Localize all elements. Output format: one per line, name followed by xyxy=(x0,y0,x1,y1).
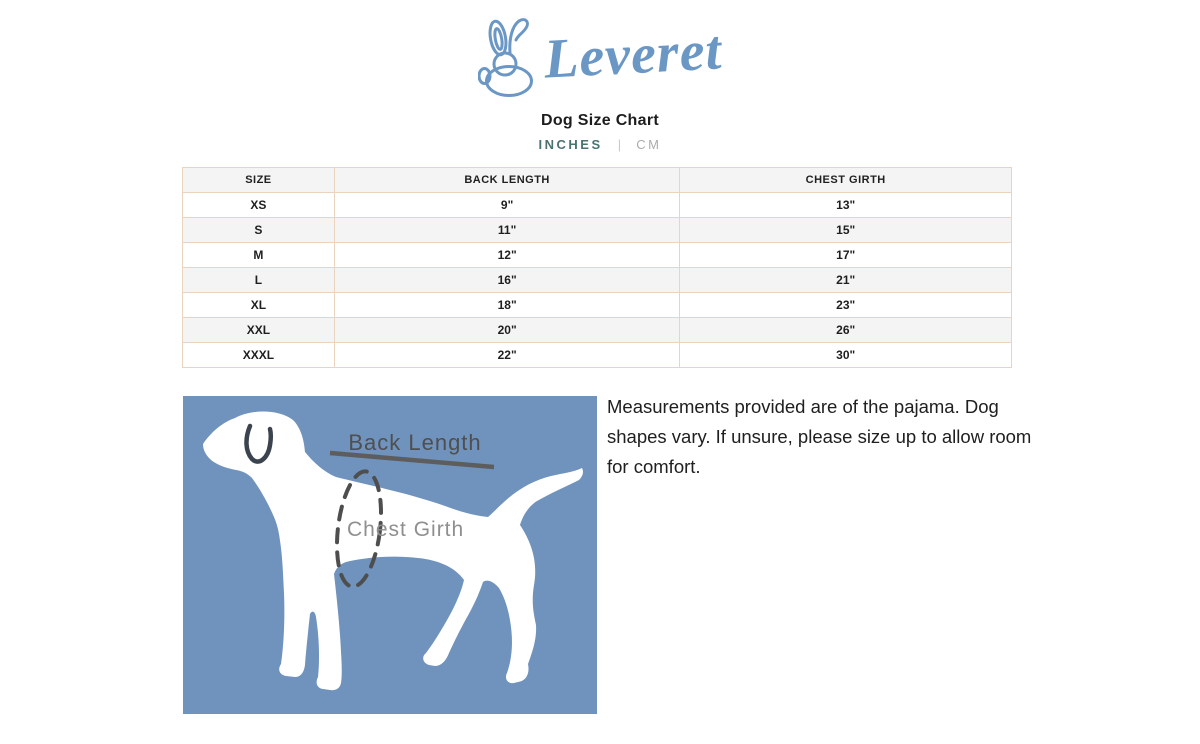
value-cell: 9" xyxy=(334,193,680,218)
value-cell: 26" xyxy=(680,318,1012,343)
value-cell: 21" xyxy=(680,268,1012,293)
dog-measurement-diagram xyxy=(183,396,597,714)
table-row xyxy=(183,268,1012,293)
value-cell: 17" xyxy=(680,243,1012,268)
brand-name: Leveret xyxy=(542,19,724,91)
size-cell: S xyxy=(183,218,335,243)
value-cell: 18" xyxy=(334,293,680,318)
header-chest-girth: CHEST GIRTH xyxy=(680,168,1012,193)
chest-girth-label: Chest Girth xyxy=(347,518,465,541)
page-title: Dog Size Chart xyxy=(541,112,659,129)
header-size: SIZE xyxy=(183,168,335,193)
value-cell: 15" xyxy=(680,218,1012,243)
bunny-icon xyxy=(478,13,536,97)
back-length-line xyxy=(330,453,494,467)
value-cell: 30" xyxy=(680,343,1012,368)
table-row xyxy=(183,293,1012,318)
table-header-row xyxy=(183,168,1012,193)
table-row xyxy=(183,318,1012,343)
value-cell: 13" xyxy=(680,193,1012,218)
brand-logo xyxy=(0,8,1200,102)
size-cell: M xyxy=(183,243,335,268)
size-cell: XXXL xyxy=(183,343,335,368)
size-cell: XS xyxy=(183,193,335,218)
unit-divider: | xyxy=(617,137,622,152)
note-line: Measurements provided are of the pajama. Dog xyxy=(607,396,999,417)
table-row xyxy=(183,243,1012,268)
measurement-note xyxy=(607,392,1047,482)
size-table-body xyxy=(183,193,1012,368)
unit-toggle xyxy=(0,137,1200,152)
value-cell: 20" xyxy=(334,318,680,343)
unit-option-cm[interactable]: CM xyxy=(636,137,662,152)
table-row xyxy=(183,218,1012,243)
value-cell: 22" xyxy=(334,343,680,368)
unit-option-inches[interactable]: INCHES xyxy=(538,137,603,152)
table-row xyxy=(183,193,1012,218)
size-cell: XL xyxy=(183,293,335,318)
note-line: shapes vary. If unsure, please size up to allow room xyxy=(607,426,1032,447)
value-cell: 23" xyxy=(680,293,1012,318)
value-cell: 16" xyxy=(334,268,680,293)
size-cell: XXL xyxy=(183,318,335,343)
size-cell: L xyxy=(183,268,335,293)
size-table xyxy=(182,167,1012,368)
table-row xyxy=(183,343,1012,368)
value-cell: 11" xyxy=(334,218,680,243)
note-line: for comfort. xyxy=(607,456,701,477)
header-back-length: BACK LENGTH xyxy=(334,168,680,193)
back-length-label: Back Length xyxy=(348,430,482,455)
value-cell: 12" xyxy=(334,243,680,268)
